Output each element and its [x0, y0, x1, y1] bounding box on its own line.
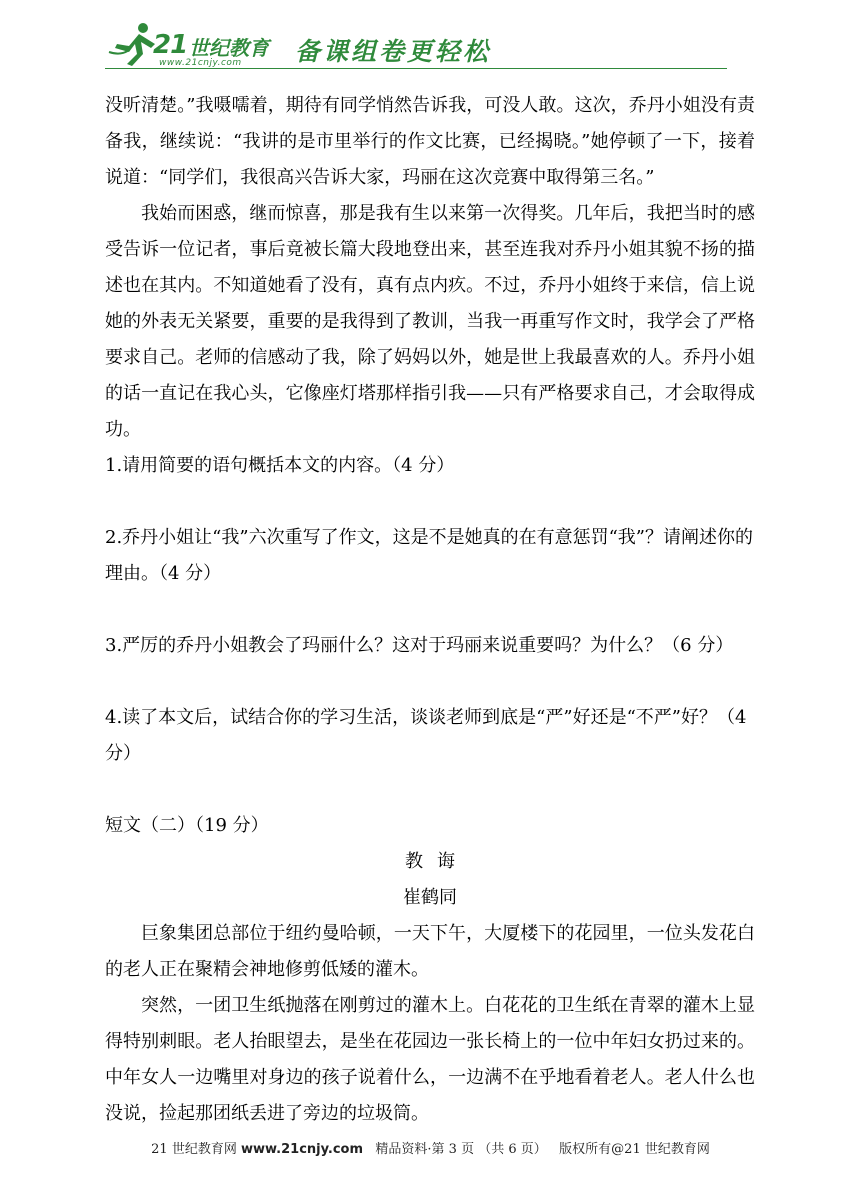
question-3: 3.严厉的乔丹小姐教会了玛丽什么？这对于玛丽来说重要吗？为什么？（6 分）	[105, 635, 734, 656]
question-1: 1.请用简要的语句概括本文的内容。（4 分）	[105, 455, 455, 476]
question-4: 4.读了本文后，试结合你的学习生活，谈谈老师到底是“严”好还是“不严”好？（4 分）	[105, 707, 747, 764]
answer-space	[105, 592, 755, 628]
footer-page-label: 精品资料·第 3 页 （共 6 页）	[375, 1142, 547, 1157]
story-paragraph: 我始而困惑，继而惊喜，那是我有生以来第一次得奖。几年后，我把当时的感受告诉一位记者，事后竟被长篇大段地登出来，甚至连我对乔丹小姐其貌不扬的描述也在其内。不知道她看了没有，真有点内疚。不过，乔丹小姐终于来信，信上说她的外表无关紧要，重要的是我得到了教训，当我一再重写作文时，我学会了严格要求自己。老师的信感动了我，除了妈妈以外，她是世上我最喜欢的人。乔丹小姐的话一直记在我心头，它像座灯塔那样指引我——只有严格要求自己，才会取得成功。	[105, 203, 755, 440]
article-paragraph: 突然，一团卫生纸抛落在刚剪过的灌木上。白花花的卫生纸在青翠的灌木上显得特别刺眼。老人抬眼望去，是坐在花园边一张长椅上的一位中年妇女扔过来的。中年女人一边嘴里对身边的孩子说着什么，一边满不在乎地看着老人。老人什么也没说，捡起那团纸丢进了旁边的垃圾筒。	[105, 995, 755, 1124]
answer-space	[105, 664, 755, 700]
question-2: 2.乔丹小姐让“我”六次重写了作文，这是不是她真的在有意惩罚“我”？请阐述你的理由。（4 分）	[105, 527, 753, 584]
story-paragraph: 没听清楚。”我嗫嚅着，期待有同学悄然告诉我，可没人敢。这次，乔丹小姐没有责备我，继续说：“我讲的是市里举行的作文比赛，已经揭晓。”她停顿了一下，接着说道：“同学们，我很高兴告诉大家，玛丽在这次竞赛中取得第三名。”	[105, 95, 755, 188]
header-slogan: 备课组卷更轻松	[295, 37, 492, 66]
logo-url: www.21cnjy.com	[159, 58, 242, 68]
article-paragraph: 巨象集团总部位于纽约曼哈顿，一天下午，大厦楼下的花园里，一位头发花白的老人正在聚精会神地修剪低矮的灌木。	[105, 923, 755, 980]
running-figure-logo-icon	[107, 22, 159, 66]
header-divider	[105, 68, 727, 69]
answer-space	[105, 484, 755, 520]
article-author: 崔鹤同	[403, 887, 457, 908]
logo-number: 21	[153, 30, 188, 60]
document-body	[105, 88, 755, 1132]
logo-brand: 世纪教育	[189, 36, 269, 60]
article-title: 教诲	[405, 851, 469, 872]
answer-space	[105, 772, 755, 808]
footer-url: www.21cnjy.com	[240, 1142, 364, 1157]
footer-site: 21 世纪教育网	[151, 1142, 237, 1157]
page-footer	[0, 1138, 861, 1157]
section-heading: 短文（二）（19 分）	[105, 815, 269, 836]
page-header	[105, 22, 727, 72]
footer-copyright: 版权所有@21 世纪教育网	[559, 1142, 710, 1157]
